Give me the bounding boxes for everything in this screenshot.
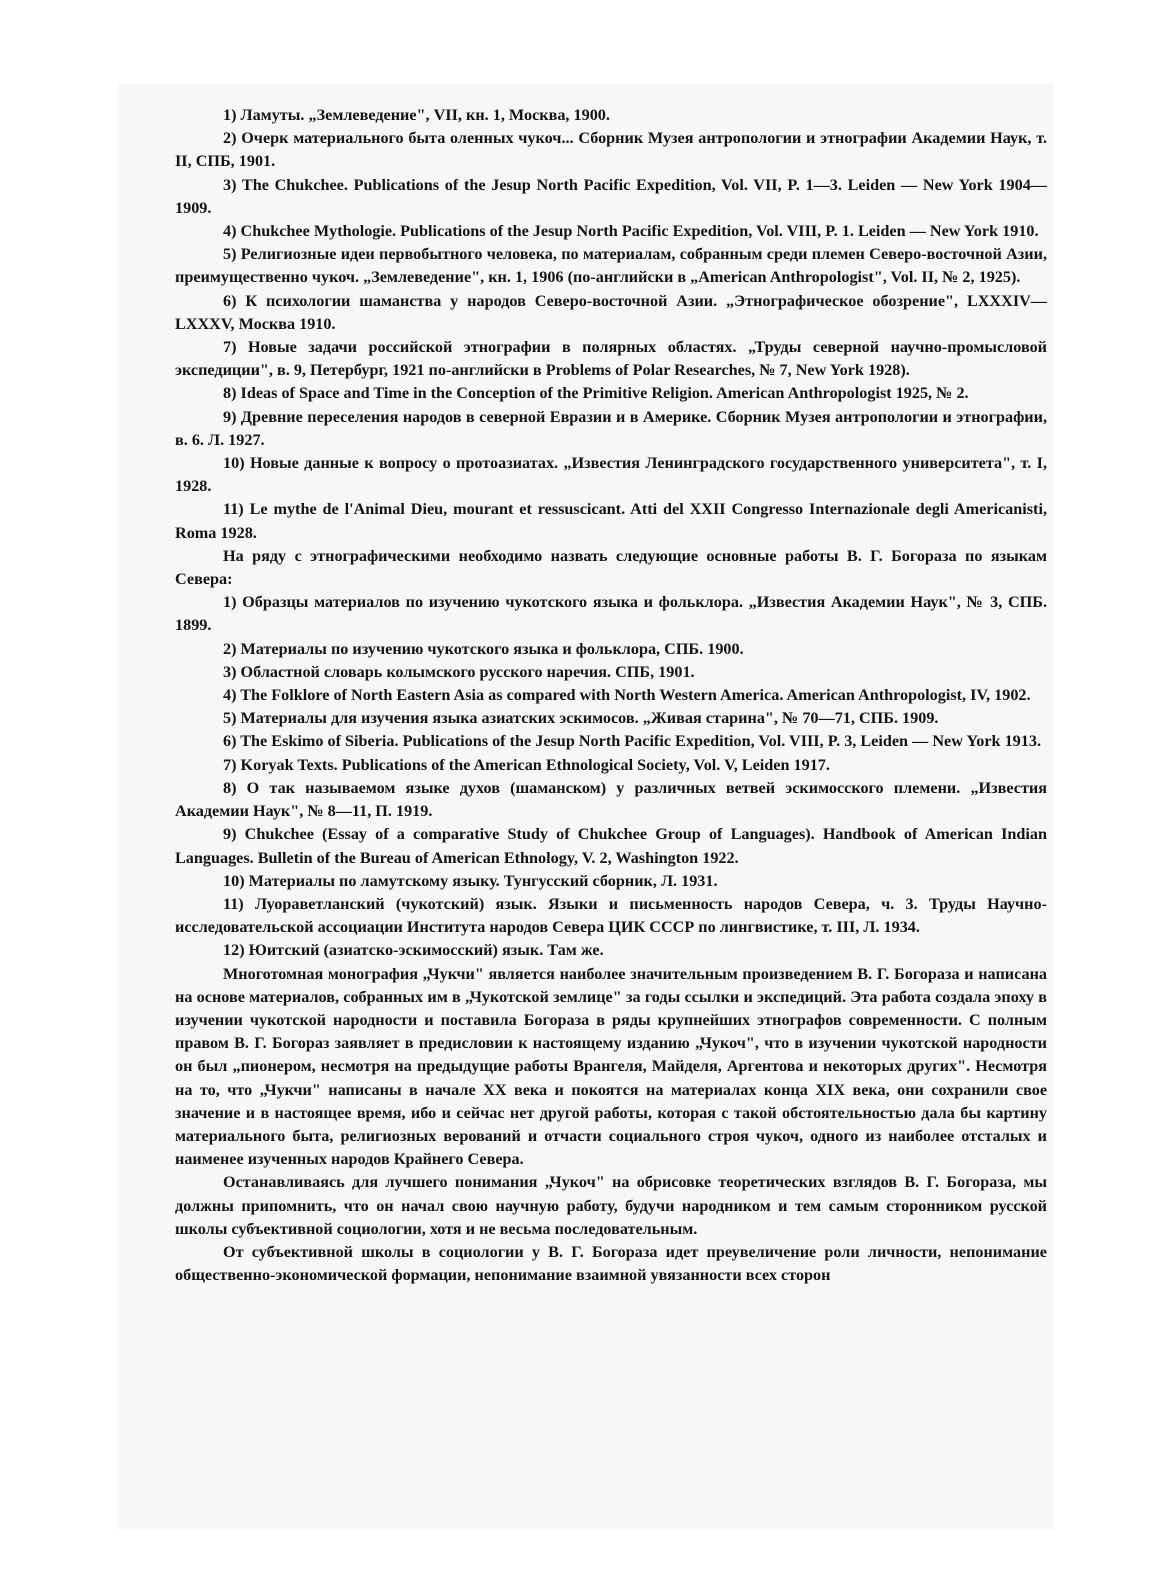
bibliography-entry: 9) Древние переселения народов в северной Евразии и в Америке. Сборник Музея антропологии и этнографии, в. 6. Л. 1927. bbox=[175, 407, 1047, 449]
bibliography-entry: 3) The Chukchee. Publications of the Jesup North Pacific Expedition, Vol. VII, P. 1—3. Leiden — New York 1904—1909. bbox=[175, 175, 1047, 217]
bibliography-entry: 8) Ideas of Space and Time in the Conception of the Primitive Religion. American Anthropologist 1925, № 2. bbox=[223, 384, 969, 403]
bibliography-entry: 4) Chukchee Mythologie. Publications of the Jesup North Pacific Expedition, Vol. VIII, P. 1. Leiden — New York 1910. bbox=[223, 222, 1039, 241]
bibliography-entry: 6) The Eskimo of Siberia. Publications of the Jesup North Pacific Expedition, Vol. VIII, P. 3, Leiden — New York 1913. bbox=[223, 732, 1041, 751]
bibliography-entry: 3) Областной словарь колымского русского наречия. СПБ, 1901. bbox=[223, 662, 695, 681]
body-paragraph: От субъективной школы в социологии у В. Г. Богораза идет преувеличение роли личности, непонимание общественно-экономической формации, непонимание взаимной увязанности всех сторон bbox=[175, 1242, 1047, 1285]
bibliography-entry: 9) Chukchee (Essay of a comparative Study of Chukchee Group of Languages). Handbook of American Indian Languages. Bulletin of the Bureau of American Ethnology, V. 2, Washington 1922. bbox=[175, 825, 1047, 867]
ethnographic-bibliography bbox=[175, 104, 1047, 545]
document-body bbox=[175, 104, 1047, 1287]
bibliography-entry: 4) The Folklore of North Eastern Asia as compared with North Western America. American Anthropologist, IV, 1902. bbox=[223, 686, 1031, 705]
bibliography-entry: 1) Образцы материалов по изучению чукотского языка и фольклора. „Известия Академии Наук", № 3, СПБ. 1899. bbox=[175, 593, 1047, 635]
bibliography-entry: 5) Материалы для изучения языка азиатских эскимосов. „Живая старина", № 70—71, СПБ. 1909. bbox=[223, 709, 939, 728]
bibliography-entry: 8) О так называемом языке духов (шаманском) у различных ветвей эскимосского племени. „Известия Академии Наук", № 8—11, П. 1919. bbox=[175, 778, 1047, 821]
bibliography-entry: 5) Религиозные идеи первобытного человека, по материалам, собранным среди племен Северо-восточной Азии, преимущественно чукоч. „Землеведение", кн. 1, 1906 (по-английски в „American Anthropologist", Vol. II, № 2, 1925). bbox=[175, 245, 1047, 287]
bibliography-entry: 2) Очерк материального быта оленных чукоч... Сборник Музея антропологии и этнографии Академии Наук, т. II, СПБ, 1901. bbox=[175, 129, 1047, 171]
bibliography-entry: 12) Юитский (азиатско-эскимосский) язык. Там же. bbox=[223, 941, 604, 960]
bibliography-entry: 11) Луораветланский (чукотский) язык. Языки и письменность народов Севера, ч. 3. Труды Научно-исследовательской ассоциации Института народов Севера ЦИК СССР по лингвистике, т. III, Л. 1934. bbox=[175, 894, 1047, 937]
bibliography-entry: 6) К психологии шаманства у народов Северо-восточной Азии. „Этнографическое обозрение", LXXXIV—LXXXV, Москва 1910. bbox=[175, 291, 1047, 333]
bibliography-entry: 10) Новые данные к вопросу о протоазиатах. „Известия Ленинградского государственного университета", т. I, 1928. bbox=[175, 454, 1047, 496]
bibliography-entry: 11) Le mythe de l'Animal Dieu, mourant et ressuscicant. Atti del XXII Congresso Internazionale degli Americanisti, Roma 1928. bbox=[175, 500, 1047, 542]
bibliography-entry: 10) Материалы по ламутскому языку. Тунгусский сборник, Л. 1931. bbox=[223, 871, 718, 890]
bibliography-entry: 7) Новые задачи российской этнографии в полярных областях. „Труды северной научно-промысловой экспедиции", в. 9, Петербург, 1921 по-английски в Problems of Polar Researches, № 7, New York 1928). bbox=[175, 338, 1047, 380]
body-paragraph: Многотомная монография „Чукчи" является наиболее значительным произведением В. Г. Богораза и написана на основе материалов, собранных им в „Чукотской землице" за годы ссылки и экспедиций. Эта работа создала эпоху в изучении чукотской народности и поставила Богораза в ряды крупнейших этнографов современности. С полным правом В. Г. Богораз заявляет в предисловии к настоящему изданию „Чукоч", что в изучении чукотской народности он был „пионером, несмотря на предыдущие работы Врангеля, Майделя, Аргентова и некоторых других". Несмотря на то, что „Чукчи" написаны в начале XX века и покоятся на материалах конца XIX века, они сохранили свое значение и в настоящее время, ибо и сейчас нет другой работы, которая с такой обстоятельностью дала бы картину материального быта, религиозных верований и отчасти социального строя чукоч, одного из наиболее отсталых и наименее изученных народов Крайнего Севера. bbox=[175, 964, 1047, 1169]
bibliography-entry: 2) Материалы по изучению чукотского языка и фольклора, СПБ. 1900. bbox=[223, 639, 744, 658]
linguistic-bibliography bbox=[175, 591, 1047, 962]
body-text bbox=[175, 963, 1047, 1288]
bibliography-entry: 1) Ламуты. „Землеведение", VII, кн. 1, Москва, 1900. bbox=[223, 106, 610, 124]
transition-paragraph: На ряду с этнографическими необходимо назвать следующие основные работы В. Г. Богораза по языкам Севера: bbox=[175, 546, 1047, 589]
bibliography-entry: 7) Koryak Texts. Publications of the American Ethnological Society, Vol. V, Leiden 1917. bbox=[223, 755, 830, 774]
body-paragraph: Останавливаясь для лучшего понимания „Чукоч" на обрисовке теоретических взглядов В. Г. Богораза, мы должны припомнить, что он начал свою научную работу, будучи народником и тем самым сторонником русской школы субъективной социологии, хотя и не весьма последовательным. bbox=[175, 1173, 1047, 1238]
